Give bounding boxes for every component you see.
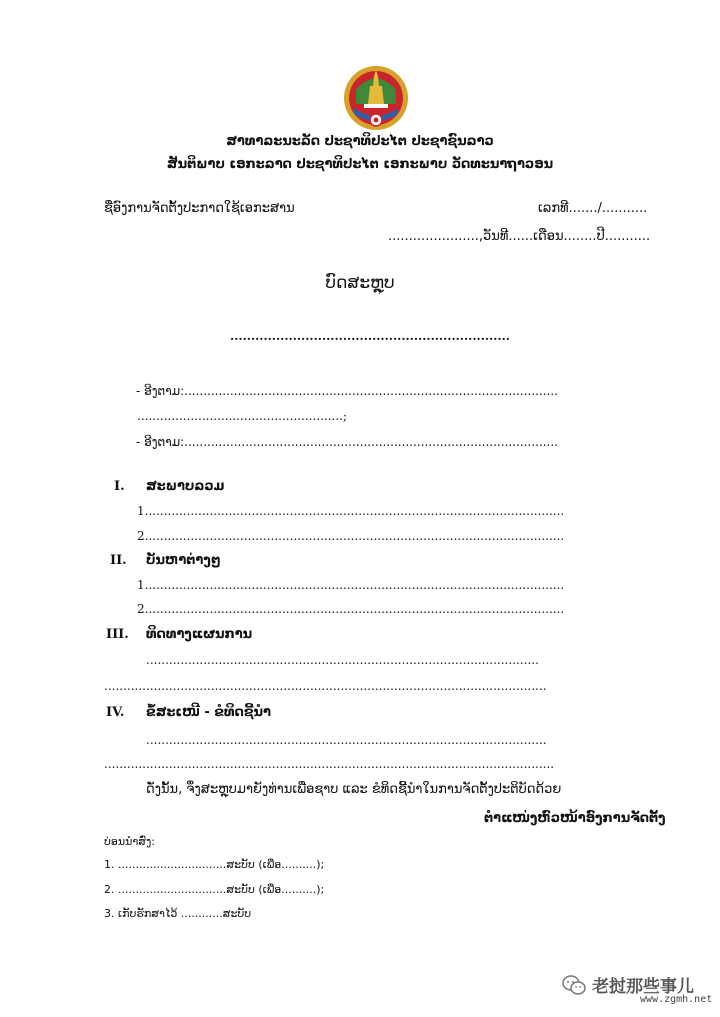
header-country: ສາທາລະນະລັດ ປະຊາທິປະໄຕ ປະຊາຊົນລາວ [226,134,494,149]
watermark-url: www.zgmh.net [640,994,713,1005]
section-4-number: IV. [106,705,125,720]
distribution-item-3: 3. ເກັບຮັກສາໄວ້ ............ສະບັບ [104,907,252,920]
subject-line: ................................................................... [230,329,510,343]
section-4-title: ຂໍ້ສະເໜີ - ຂໍທິດຊີ້ນຳ [146,705,271,720]
header-motto: ສັນຕິພາບ ເອກະລາດ ປະຊາທິປະໄຕ ເອກະພາບ ວັດທະນາຖາວອນ [166,157,554,172]
org-name: ຊື່ອົງການຈັດຕັ້ງປະກາດໃຊ້ເອກະສານ [104,201,295,216]
section-3-line-1: ....................................................................................................... [146,653,539,667]
distribution-item-1: 1. ...............................ສະບັບ (ເພື່ອ..........); [104,858,325,871]
document-number: ເລກທີ......./........... [538,201,648,216]
section-4-line-2: ...................................................................................................................... [104,757,555,771]
distribution-item-2: 2. ...............................ສະບັບ (ເພື່ອ..........); [104,883,325,896]
watermark-text: 老挝那些事儿 [592,977,694,997]
section-1-line-1: 1.............................................................................................................. [137,504,565,518]
section-3-number: III. [106,627,129,642]
document-date: ......................,ວັນທີ......ເດືອນ........ປີ........... [388,229,651,244]
closing-statement: ດັ່ງນັ້ນ, ຈຶ່ງສະຫຼຸບມາຍັງທ່ານເພື່ອຊາບ ແລະ ຂໍທິດຊີ້ນຳໃນການຈັດຕັ້ງປະຕິບັດດ້ວຍ [146,782,562,797]
wechat-icon [562,974,586,996]
section-3-title: ທິດທາງແຜນການ [146,627,253,642]
document-title: ບົດສະຫຼຸບ [325,273,395,293]
section-2-line-1: 1.............................................................................................................. [137,578,565,592]
section-2-number: II. [110,553,127,568]
lao-national-emblem-icon [340,64,412,132]
section-3-line-2: .................................................................................................................... [104,679,547,693]
reference-1-continued: ......................................................; [137,409,348,423]
reference-2: - ອີງຕາມ:.................................................................................................. [136,435,558,449]
section-2-line-2: 2.............................................................................................................. [137,602,565,616]
reference-1: - ອີງຕາມ:.................................................................................................. [136,384,558,398]
section-4-line-1: ......................................................................................................... [146,733,547,747]
section-2-title: ບັນຫາຕ່າງໆ [146,553,221,568]
section-1-title: ສະພາບລວມ [146,479,225,494]
section-1-number: I. [114,479,125,494]
signature-title: ຕຳແໜ່ງຫົວໜ້າອົງການຈັດຕັ້ງ [484,811,666,826]
distribution-label: ບ່ອນນຳສົ່ງ: [104,835,156,848]
section-1-line-2: 2.............................................................................................................. [137,529,565,543]
